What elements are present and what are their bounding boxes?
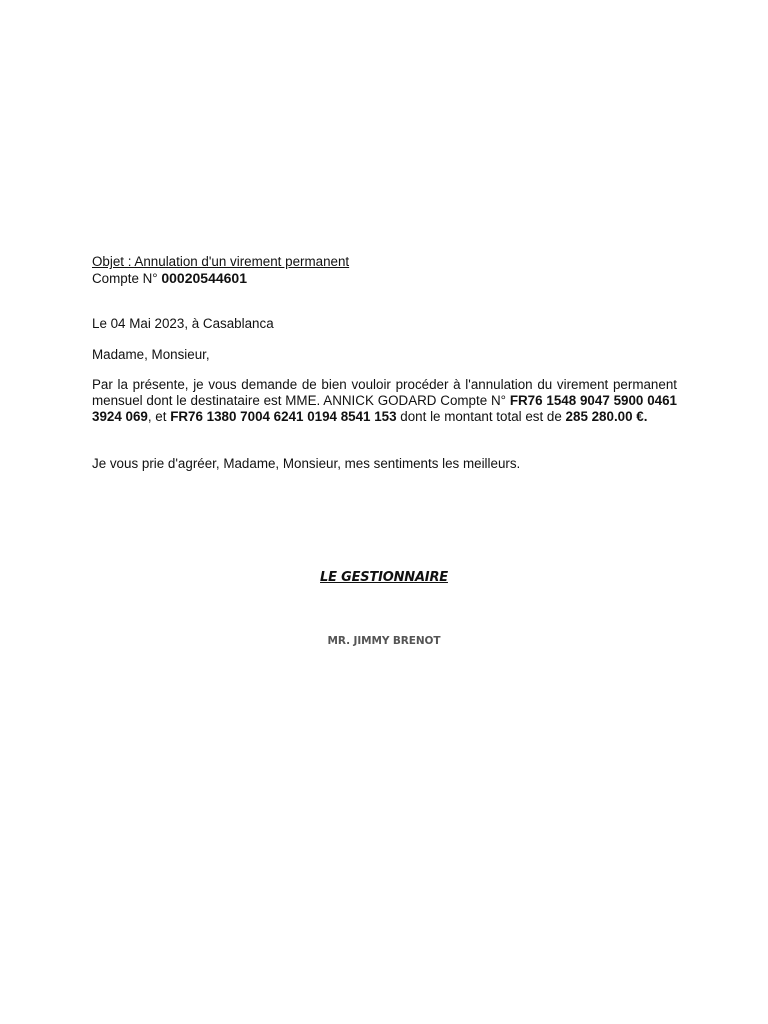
date-line: Le 04 Mai 2023, à Casablanca	[92, 316, 274, 331]
signatory-name: MR. JIMMY BRENOT	[327, 635, 441, 647]
salutation: Madame, Monsieur,	[92, 347, 210, 362]
body-text-3: dont le montant total est de	[396, 409, 566, 424]
account-number: 00020544601	[161, 270, 248, 286]
account-label: Compte N°	[92, 271, 162, 286]
amount: 285 280.00 €.	[565, 409, 648, 424]
letter-subject: Objet : Annulation d'un virement permanent	[92, 254, 350, 269]
iban-1: FR76 1548 9047 5900 0461 3924 069	[92, 393, 677, 424]
body-paragraph	[92, 377, 677, 425]
body-text-2: , et	[147, 409, 171, 424]
account-line	[92, 270, 677, 287]
iban-2: FR76 1380 7004 6241 0194 8541 153	[170, 409, 397, 424]
closing-line: Je vous prie d'agréer, Madame, Monsieur, mes sentiments les meilleurs.	[92, 456, 521, 471]
body-text-1: Par la présente, je vous demande de bien vouloir procéder à l'annulation du virement permanent mensuel dont le destinataire est MME. ANNICK GODARD Compte N°	[92, 377, 677, 408]
signatory-title: LE GESTIONNAIRE	[320, 570, 448, 585]
